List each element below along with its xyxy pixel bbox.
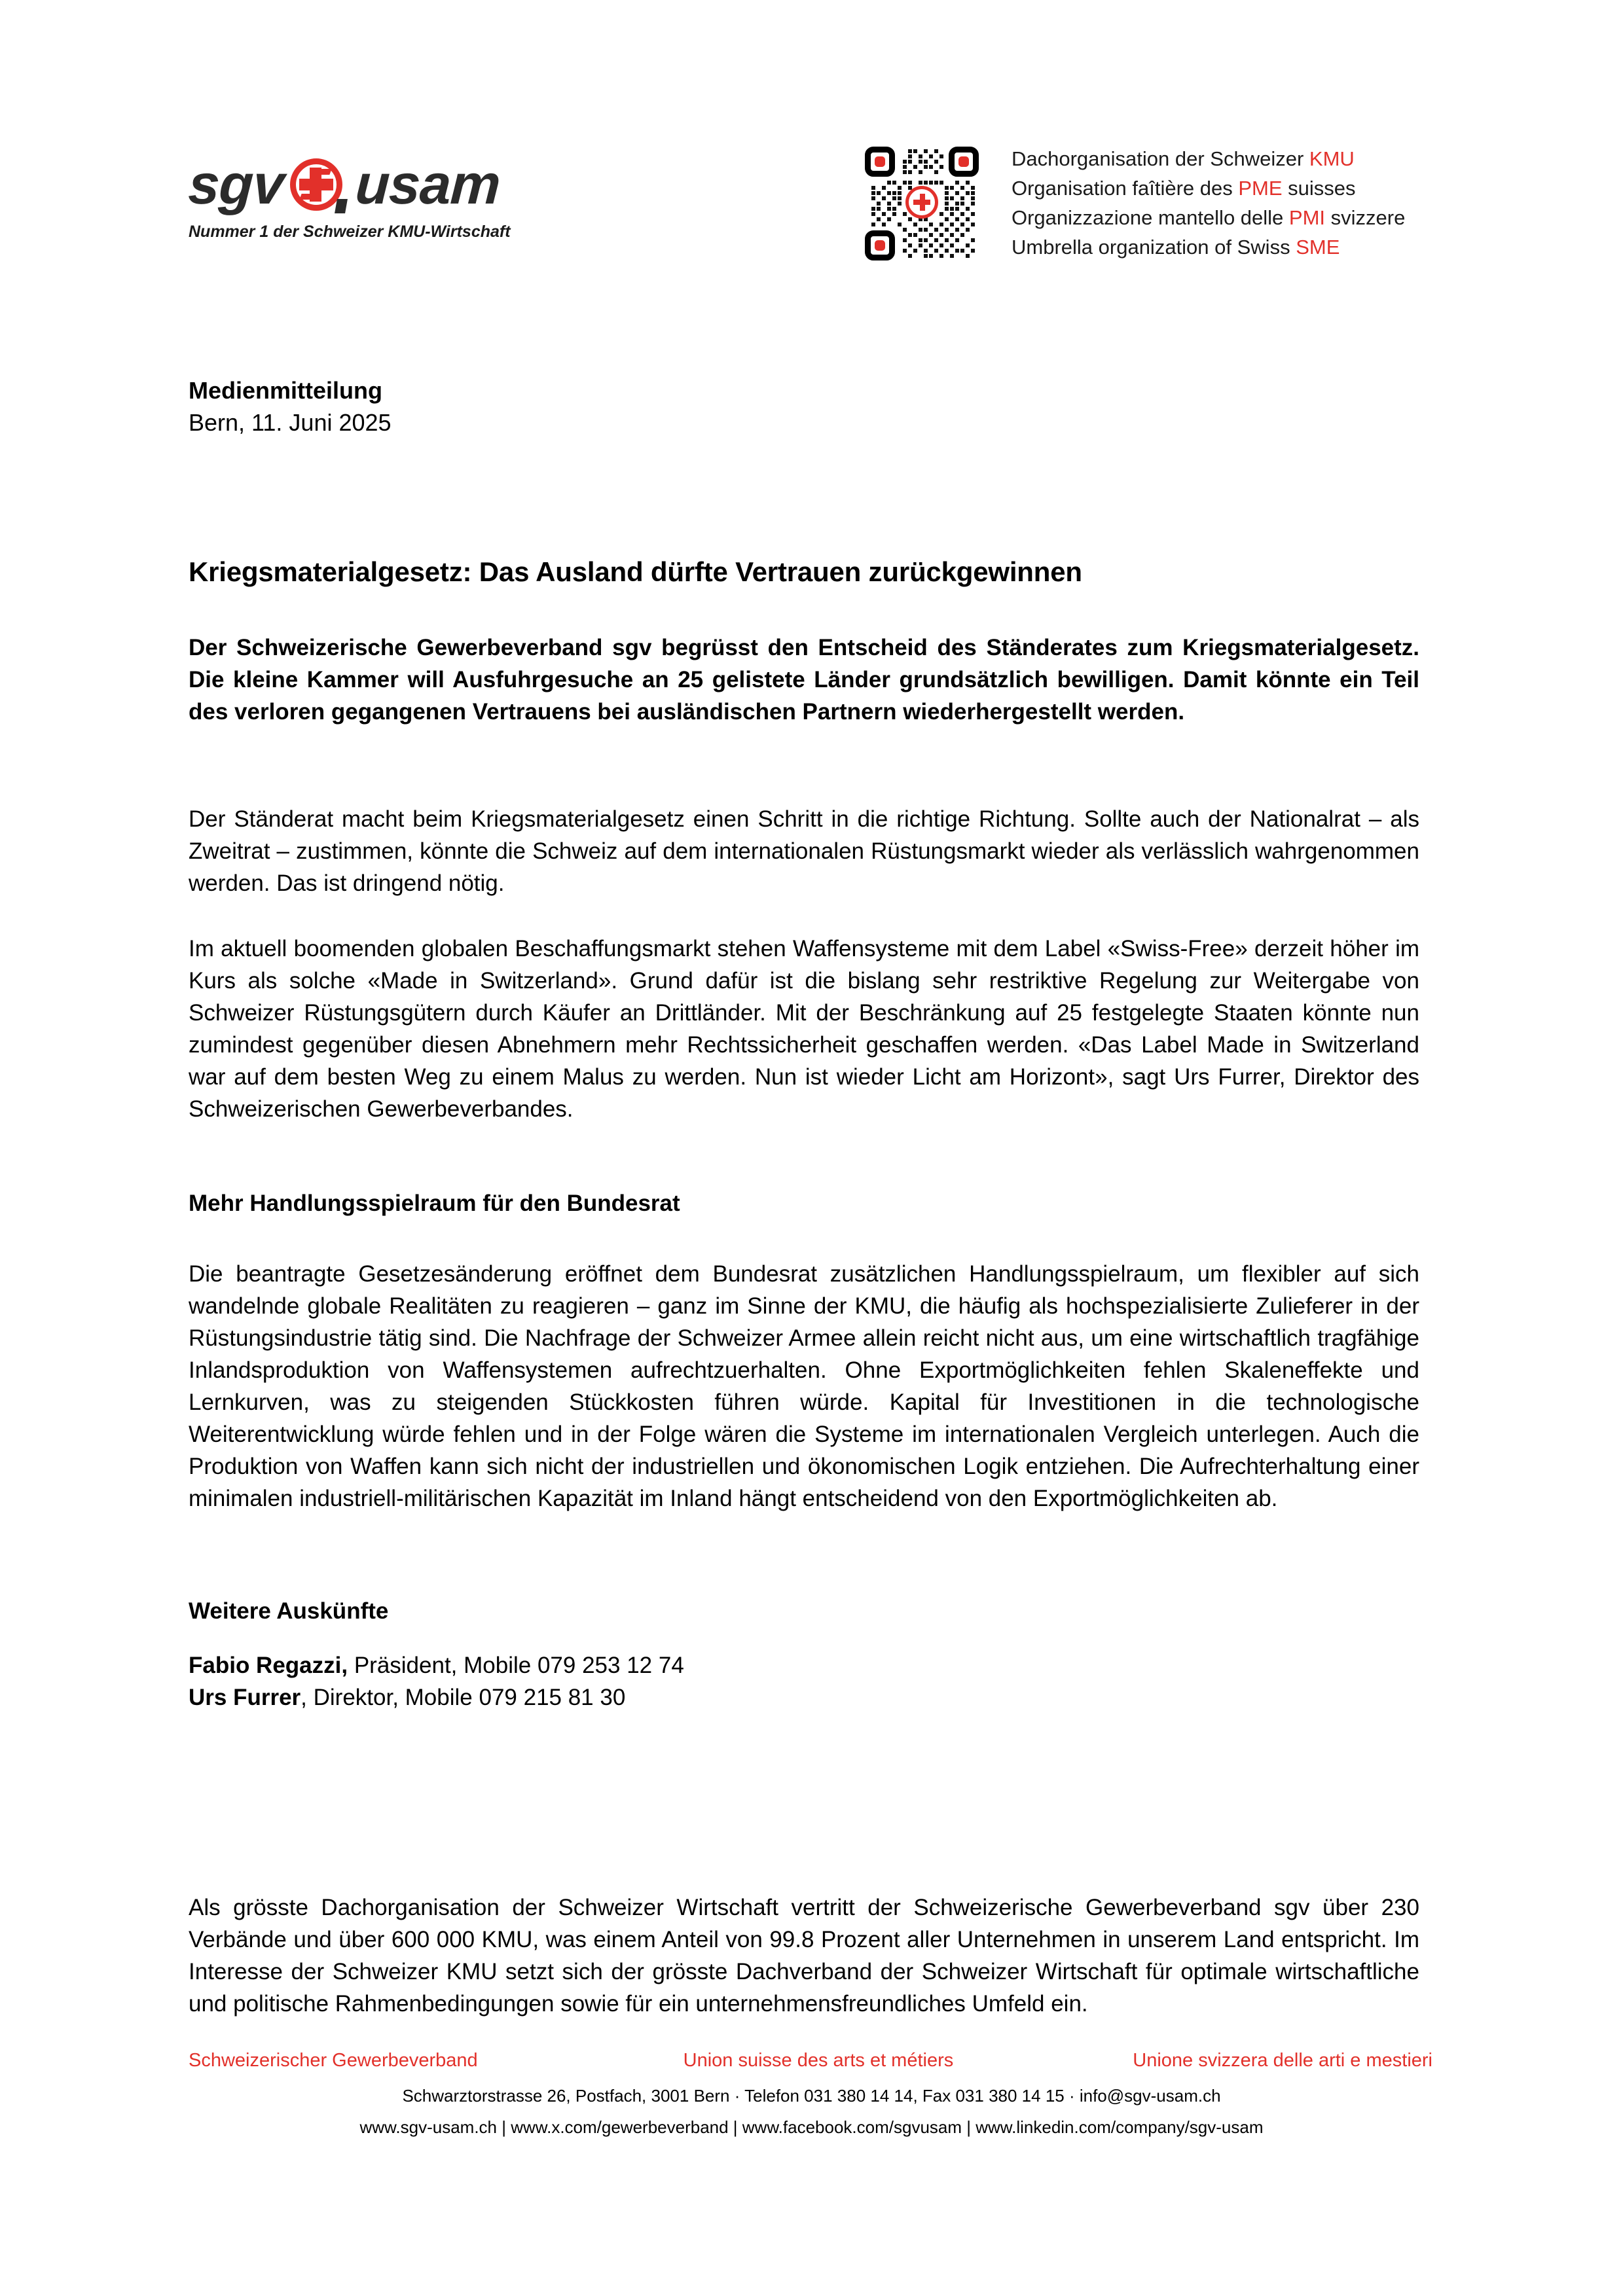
footer-address: Schwarztorstrasse 26, Postfach, 3001 Bern · Telefon 031 380 14 14, Fax 031 380 14 15 · info@sgv-usam.ch — [402, 2086, 1221, 2106]
swiss-cross-circle-icon — [287, 154, 350, 215]
tagline-it — [1012, 203, 1405, 232]
tagline-en-accent: SME — [1296, 236, 1340, 259]
body-paragraph-1: Der Ständerat macht beim Kriegsmaterialgesetz einen Schritt in die richtige Richtung. Sollte auch der Nationalrat – als Zweitrat – zustimmen, könnte die Schweiz auf dem internationalen Rüstungsmarkt wieder als verlässlich wahrgenommen werden. Das ist dringend nötig. — [189, 806, 1419, 896]
tagline-it-suffix: svizzere — [1325, 206, 1406, 229]
organization-boilerplate: Als grösste Dachorganisation der Schweizer Wirtschaft vertritt der Schweizerische Gewerbeverband sgv über 230 Verbände und über 600 000 KMU, was einem Anteil von 99.8 Prozent aller Unternehmen in unserem Land entspricht. Im Interesse der Schweizer KMU setzt sich der grösste Dachverband der Schweizer Wirtschaft für optimale wirtschaftliche und politische Rahmenbedingungen sowie für ein unternehmensfreundliches Umfeld ein. — [189, 1895, 1419, 2017]
contact-name: Fabio Regazzi, — [189, 1653, 348, 1678]
lead-paragraph: Der Schweizerische Gewerbeverband sgv begrüsst den Entscheid des Ständerates zum Kriegsmaterialgesetz. Die kleine Kammer will Ausfuhrgesuche an 25 gelistete Länder grundsätzlich bewilligen. Damit könnte ein Teil des verloren gegangenen Vertrauens bei ausländischen Partnern wiederhergestellt werden. — [189, 635, 1419, 725]
qr-finder-top-left — [865, 147, 895, 177]
body-paragraph-3: Die beantragte Gesetzesänderung eröffnet dem Bundesrat zusätzlichen Handlungsspielraum, um flexibler auf sich wandelnde globale Realitäten zu reagieren – ganz im Sinne der KMU, die häufig als hochspezialisierte Zulieferer in der Rüstungsindustrie tätig sind. Die Nachfrage der Schweizer Armee allein reicht nicht aus, um eine wirtschaftlich tragfähige Inlandsproduktion von Waffensystemen aufrechtzuerhalten. Ohne Exportmöglichkeiten fehlen Skaleneffekte und Lernkurven, was zu steigenden Stückkosten führen würde. Kapital für Investitionen in die technologische Weiterentwicklung würde fehlen und in der Folge wären die Systeme im internationalen Vergleich unterlegen. Auch die Produktion von Waffen kann sich nicht der industriellen und ökonomischen Logik entziehen. Die Aufrechterhaltung einer minimalen industriell-militärischen Kapazität im Inland hängt entscheidend von den Exportmöglichkeiten ab. — [189, 1261, 1419, 1511]
tagline-it-prefix: Organizzazione mantello delle — [1012, 206, 1289, 229]
logo-text-usam: usam — [354, 153, 502, 216]
contact-row — [189, 1649, 684, 1681]
tagline-de — [1012, 144, 1405, 173]
document-type-label: Medienmitteilung — [189, 377, 382, 404]
footer-org-names — [189, 2047, 1432, 2073]
contact-details: , Direktor, Mobile 079 215 81 30 — [301, 1685, 626, 1710]
footer-org-name-fr: Union suisse des arts et métiers — [683, 2050, 954, 2071]
document-meta — [189, 374, 1432, 439]
tagline-en — [1012, 232, 1405, 262]
footer-org-name-de: Schweizerischer Gewerbeverband — [189, 2050, 478, 2071]
footer-links[interactable]: www.sgv-usam.ch | www.x.com/gewerbeverband | www.facebook.com/sgvusam | www.linkedin.com/company/sgv-usam — [359, 2117, 1264, 2137]
contact-details: Präsident, Mobile 079 253 12 74 — [348, 1653, 684, 1678]
qr-finder-bottom-left — [865, 230, 895, 260]
body-paragraph-2: Im aktuell boomenden globalen Beschaffungsmarkt stehen Waffensysteme mit dem Label «Swiss-Free» derzeit höher im Kurs als solche «Made in Switzerland». Grund dafür ist die bislang sehr restriktive Regelung zur Weitergabe von Schweizer Rüstungsgütern durch Käufer an Drittländer. Mit der Beschränkung auf 25 festgelegte Staaten könnte nun zumindest gegenüber diesen Abnehmern mehr Rechtssicherheit geschaffen werden. «Das Label Made in Switzerland war auf dem besten Weg zu einem Malus zu werden. Nun ist wieder Licht am Horizont», sagt Urs Furrer, Direktor des Schweizerischen Gewerbeverbandes. — [189, 936, 1419, 1122]
tagline-de-accent: KMU — [1309, 147, 1355, 170]
document-footer — [0, 2047, 1623, 2140]
logo-tagline: Nummer 1 der Schweizer KMU-Wirtschaft — [189, 223, 511, 241]
qr-code[interactable] — [861, 143, 983, 264]
place-and-date: Bern, 11. Juni 2025 — [189, 409, 392, 436]
tagline-fr-accent: PME — [1238, 177, 1283, 200]
tagline-en-prefix: Umbrella organization of Swiss — [1012, 236, 1296, 259]
qr-center-logo-icon — [905, 186, 938, 219]
tagline-fr — [1012, 173, 1405, 203]
footer-org-name-it: Unione svizzera delle arti e mestieri — [1133, 2050, 1432, 2071]
contacts-list — [189, 1649, 684, 1713]
tagline-it-accent: PMI — [1288, 206, 1326, 229]
sgv-usam-logo — [189, 154, 555, 242]
section-subheading: Mehr Handlungsspielraum für den Bundesrat — [189, 1191, 680, 1217]
tagline-fr-suffix: suisses — [1282, 177, 1356, 200]
tagline-fr-prefix: Organisation faîtière des — [1012, 177, 1239, 200]
organization-taglines — [1012, 143, 1405, 262]
qr-finder-top-right — [949, 147, 979, 177]
tagline-de-prefix: Dachorganisation der Schweizer — [1012, 147, 1309, 170]
document-header — [0, 0, 1623, 308]
contact-name: Urs Furrer — [189, 1685, 301, 1710]
logo-text-sgv: sgv — [187, 153, 285, 216]
page-title: Kriegsmaterialgesetz: Das Ausland dürfte Vertrauen zurückgewinnen — [189, 556, 1082, 588]
contacts-heading: Weitere Auskünfte — [189, 1598, 389, 1624]
contact-row — [189, 1681, 684, 1713]
qr-and-taglines — [861, 143, 1405, 264]
logo-wordmark — [189, 154, 555, 215]
